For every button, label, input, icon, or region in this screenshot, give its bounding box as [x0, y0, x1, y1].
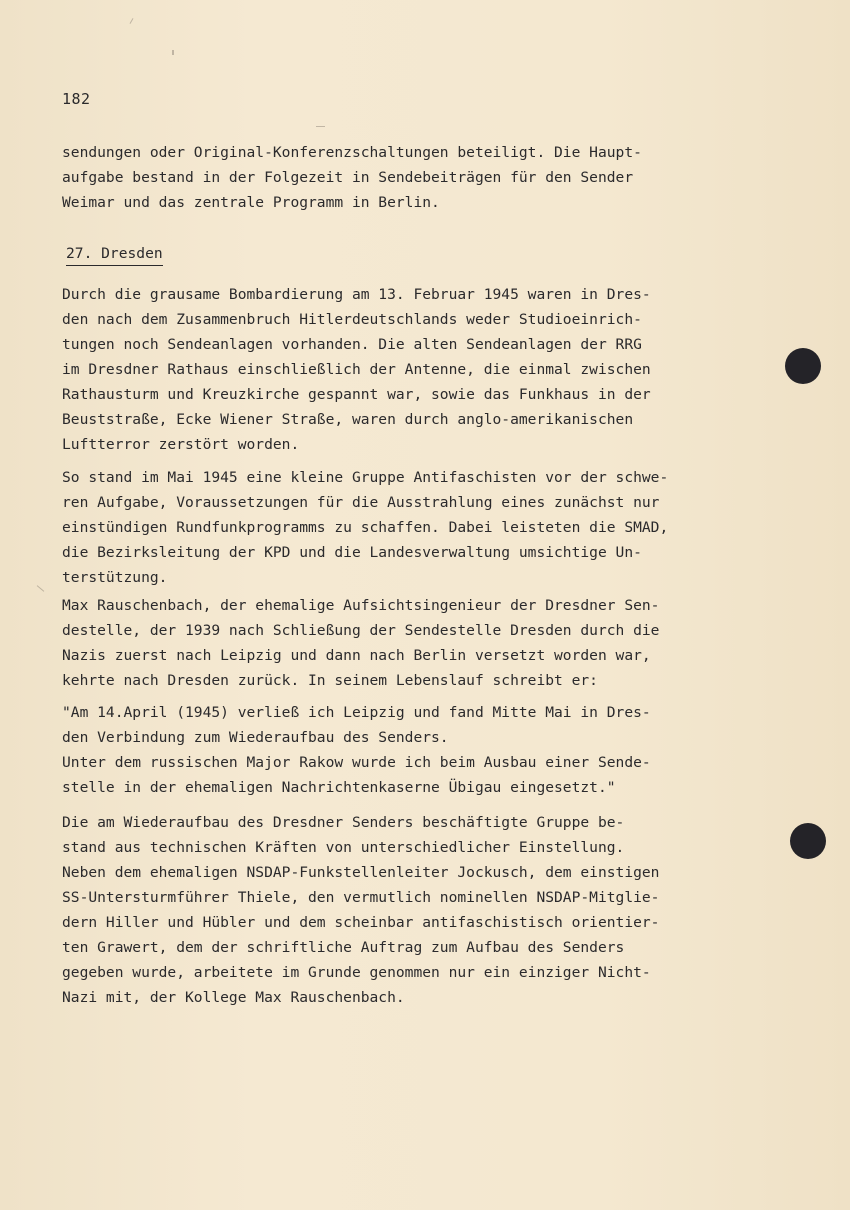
- paragraph-intro: sendungen oder Original-Konferenzschaltungen beteiligt. Die Haupt- aufgabe bestand in der Folgezeit in Sendebeiträgen für den Sender Weimar und das zentrale Programm in Berlin.: [62, 144, 642, 211]
- paper-speck: [130, 18, 134, 24]
- paper-speck: [37, 585, 45, 592]
- punch-hole-top: [785, 348, 821, 384]
- paragraph-bombardment: Durch die grausame Bombardierung am 13. Februar 1945 waren in Dres- den nach dem Zusammenbruch Hitlerdeutschlands weder Studioeinrich- tungen noch Sendeanlagen vorhanden. Die alten Sendeanlagen der RRG im Dresdner Rathaus einschließlich der Antenne, die einmal zwischen Rathausturm und Kreuzkirche gespannt war, sowie das Funkhaus in der Beuststraße, Ecke Wiener Straße, waren durch anglo-amerikanischen Luftterror zerstört worden.: [62, 286, 651, 453]
- paragraph-rauschenbach: Max Rauschenbach, der ehemalige Aufsichtsingenieur der Dresdner Sen- destelle, der 1939 nach Schließung der Sendestelle Dresden durch die Nazis zuerst nach Leipzig und dann nach Berlin versetzt worden war, kehrte nach Dresden zurück. In seinem Lebenslauf schreibt er:: [62, 597, 660, 689]
- paper-speck: [316, 126, 325, 127]
- paper-speck: [172, 50, 174, 55]
- punch-hole-bottom: [790, 823, 826, 859]
- quote-lebenslauf: "Am 14.April (1945) verließ ich Leipzig und fand Mitte Mai in Dres- den Verbindung zum Wiederaufbau des Senders. Unter dem russischen Major Rakow wurde ich beim Ausbau einer Sende- stelle in der ehemaligen Nachrichtenkaserne Übigau eingesetzt.": [62, 704, 651, 796]
- paragraph-antifascists: So stand im Mai 1945 eine kleine Gruppe Antifaschisten vor der schwe- ren Aufgabe, Voraussetzungen für die Ausstrahlung eines zunächst nur einstündigen Rundfunkprogramms zu schaffen. Dabei leisteten die SMAD, die Bezirksleitung der KPD und die Landesverwaltung umsichtige Un- terstützung.: [62, 469, 669, 586]
- page-number: 182: [62, 90, 91, 108]
- section-heading-dresden: 27. Dresden: [66, 244, 163, 266]
- paragraph-group: Die am Wiederaufbau des Dresdner Senders beschäftigte Gruppe be- stand aus technischen Kräften von unterschiedlicher Einstellung. Neben dem ehemaligen NSDAP-Funkstellenleiter Jockusch, dem einstigen SS-Untersturmführer Thiele, den vermutlich nominellen NSDAP-Mitglie- dern Hiller und Hübler und dem scheinbar antifaschistisch orientier- ten Grawert, dem der schriftliche Auftrag zum Aufbau des Senders gegeben wurde, arbeitete im Grunde genommen nur ein einziger Nicht- Nazi mit, der Kollege Max Rauschenbach.: [62, 814, 660, 1006]
